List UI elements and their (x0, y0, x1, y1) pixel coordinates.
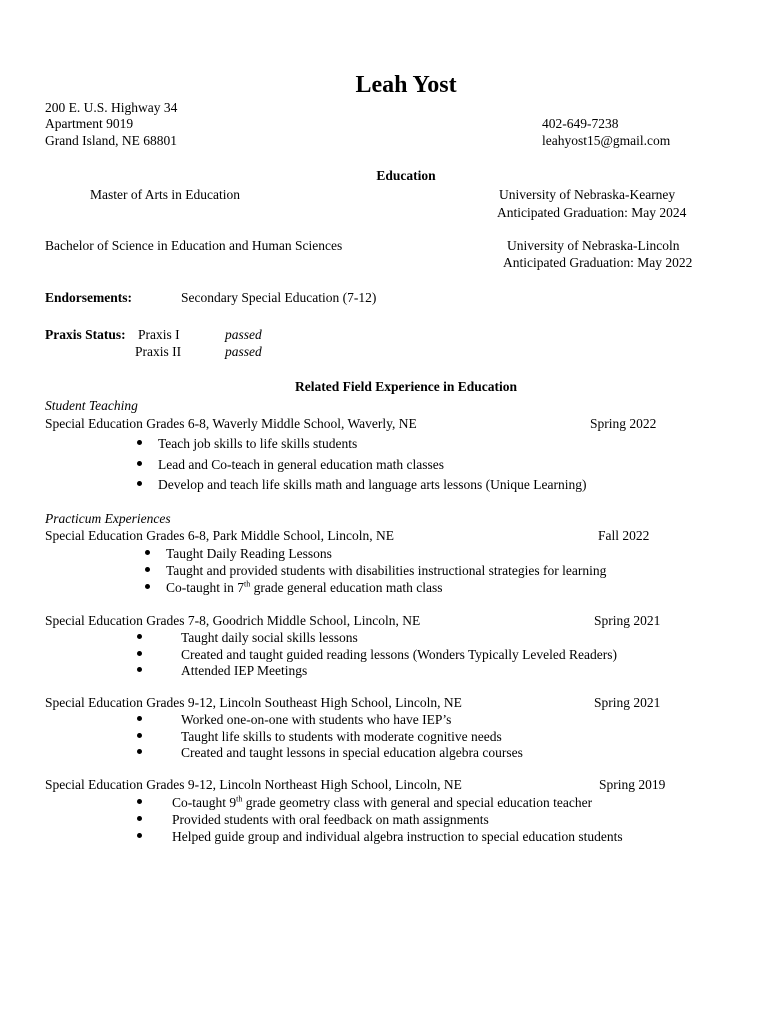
experience-bullet: Created and taught lessons in special education algebra courses (181, 745, 523, 760)
praxis-status: passed (225, 327, 262, 342)
bullet-icon (145, 567, 150, 572)
address-line-2: Apartment 9019 (45, 116, 134, 131)
praxis-label: Praxis Status: (45, 327, 126, 342)
experience-date: Spring 2019 (599, 777, 666, 792)
bullet-icon (137, 733, 142, 738)
experience-bullet: Taught life skills to students with moderate cognitive needs (181, 729, 502, 744)
experience-bullet: Attended IEP Meetings (181, 663, 308, 678)
experience-bullet: Worked one-on-one with students who have IEP’s (181, 712, 452, 727)
experience-date: Spring 2021 (594, 695, 661, 710)
degree-school: University of Nebraska-Lincoln (507, 238, 680, 253)
bullet-icon (137, 833, 142, 838)
experience-date: Fall 2022 (598, 528, 650, 543)
experience-bullet: Taught Daily Reading Lessons (166, 546, 332, 561)
bullet-icon (137, 667, 142, 672)
experience-bullet: Co-taught in 7th grade general education math class (166, 579, 443, 595)
experience-bullet: Co-taught 9th grade geometry class with general and special education teacher (172, 794, 593, 810)
degree-graduation: Anticipated Graduation: May 2024 (497, 205, 687, 220)
experience-bullet: Created and taught guided reading lessons (Wonders Typically Leveled Readers) (181, 647, 617, 662)
bullet-icon (137, 440, 142, 445)
bullet-icon (137, 749, 142, 754)
bullet-icon (137, 651, 142, 656)
experience-bullet: Taught daily social skills lessons (181, 630, 358, 645)
practicum-label: Practicum Experiences (45, 511, 171, 526)
bullet-icon (137, 461, 142, 466)
degree-name: Bachelor of Science in Education and Human Sciences (45, 238, 343, 253)
experience-bullet: Taught and provided students with disabilities instructional strategies for learning (166, 563, 607, 578)
experience-bullet: Lead and Co-teach in general education math classes (158, 457, 445, 472)
bullet-icon (145, 550, 150, 555)
experience-title: Special Education Grades 9-12, Lincoln Northeast High School, Lincoln, NE (45, 777, 462, 792)
student-teaching-label: Student Teaching (45, 398, 138, 413)
experience-date: Spring 2021 (594, 613, 661, 628)
experience-bullet: Helped guide group and individual algebra instruction to special education students (172, 829, 623, 844)
bullet-icon (145, 584, 150, 589)
address-line-3: Grand Island, NE 68801 (45, 133, 177, 148)
degree-name: Master of Arts in Education (90, 187, 240, 202)
bullet-icon (137, 716, 142, 721)
praxis-test: Praxis II (135, 344, 182, 359)
praxis-status: passed (225, 344, 262, 359)
endorsements-value: Secondary Special Education (7-12) (181, 290, 377, 305)
experience-title: Special Education Grades 6-8, Park Middle School, Lincoln, NE (45, 528, 395, 543)
candidate-name: Leah Yost (355, 72, 457, 98)
experience-date: Spring 2022 (590, 416, 657, 431)
praxis-test: Praxis I (138, 327, 180, 342)
experience-heading: Related Field Experience in Education (295, 379, 517, 394)
education-heading: Education (376, 168, 436, 183)
phone-number: 402-649-7238 (542, 116, 619, 131)
experience-bullet: Develop and teach life skills math and language arts lessons (Unique Learning) (158, 477, 587, 492)
experience-title: Special Education Grades 6-8, Waverly Middle School, Waverly, NE (45, 416, 417, 431)
experience-title: Special Education Grades 9-12, Lincoln Southeast High School, Lincoln, NE (45, 695, 462, 710)
degree-graduation: Anticipated Graduation: May 2022 (503, 255, 693, 270)
endorsements-label: Endorsements: (45, 290, 132, 305)
experience-bullet: Provided students with oral feedback on math assignments (172, 812, 489, 827)
bullet-icon (137, 481, 142, 486)
bullet-icon (137, 816, 142, 821)
degree-school: University of Nebraska-Kearney (499, 187, 676, 202)
experience-title: Special Education Grades 7-8, Goodrich Middle School, Lincoln, NE (45, 613, 421, 628)
experience-bullet: Teach job skills to life skills students (158, 436, 358, 451)
bullet-icon (137, 799, 142, 804)
bullet-icon (137, 634, 142, 639)
email-address: leahyost15@gmail.com (542, 133, 671, 148)
address-line-1: 200 E. U.S. Highway 34 (45, 100, 178, 115)
